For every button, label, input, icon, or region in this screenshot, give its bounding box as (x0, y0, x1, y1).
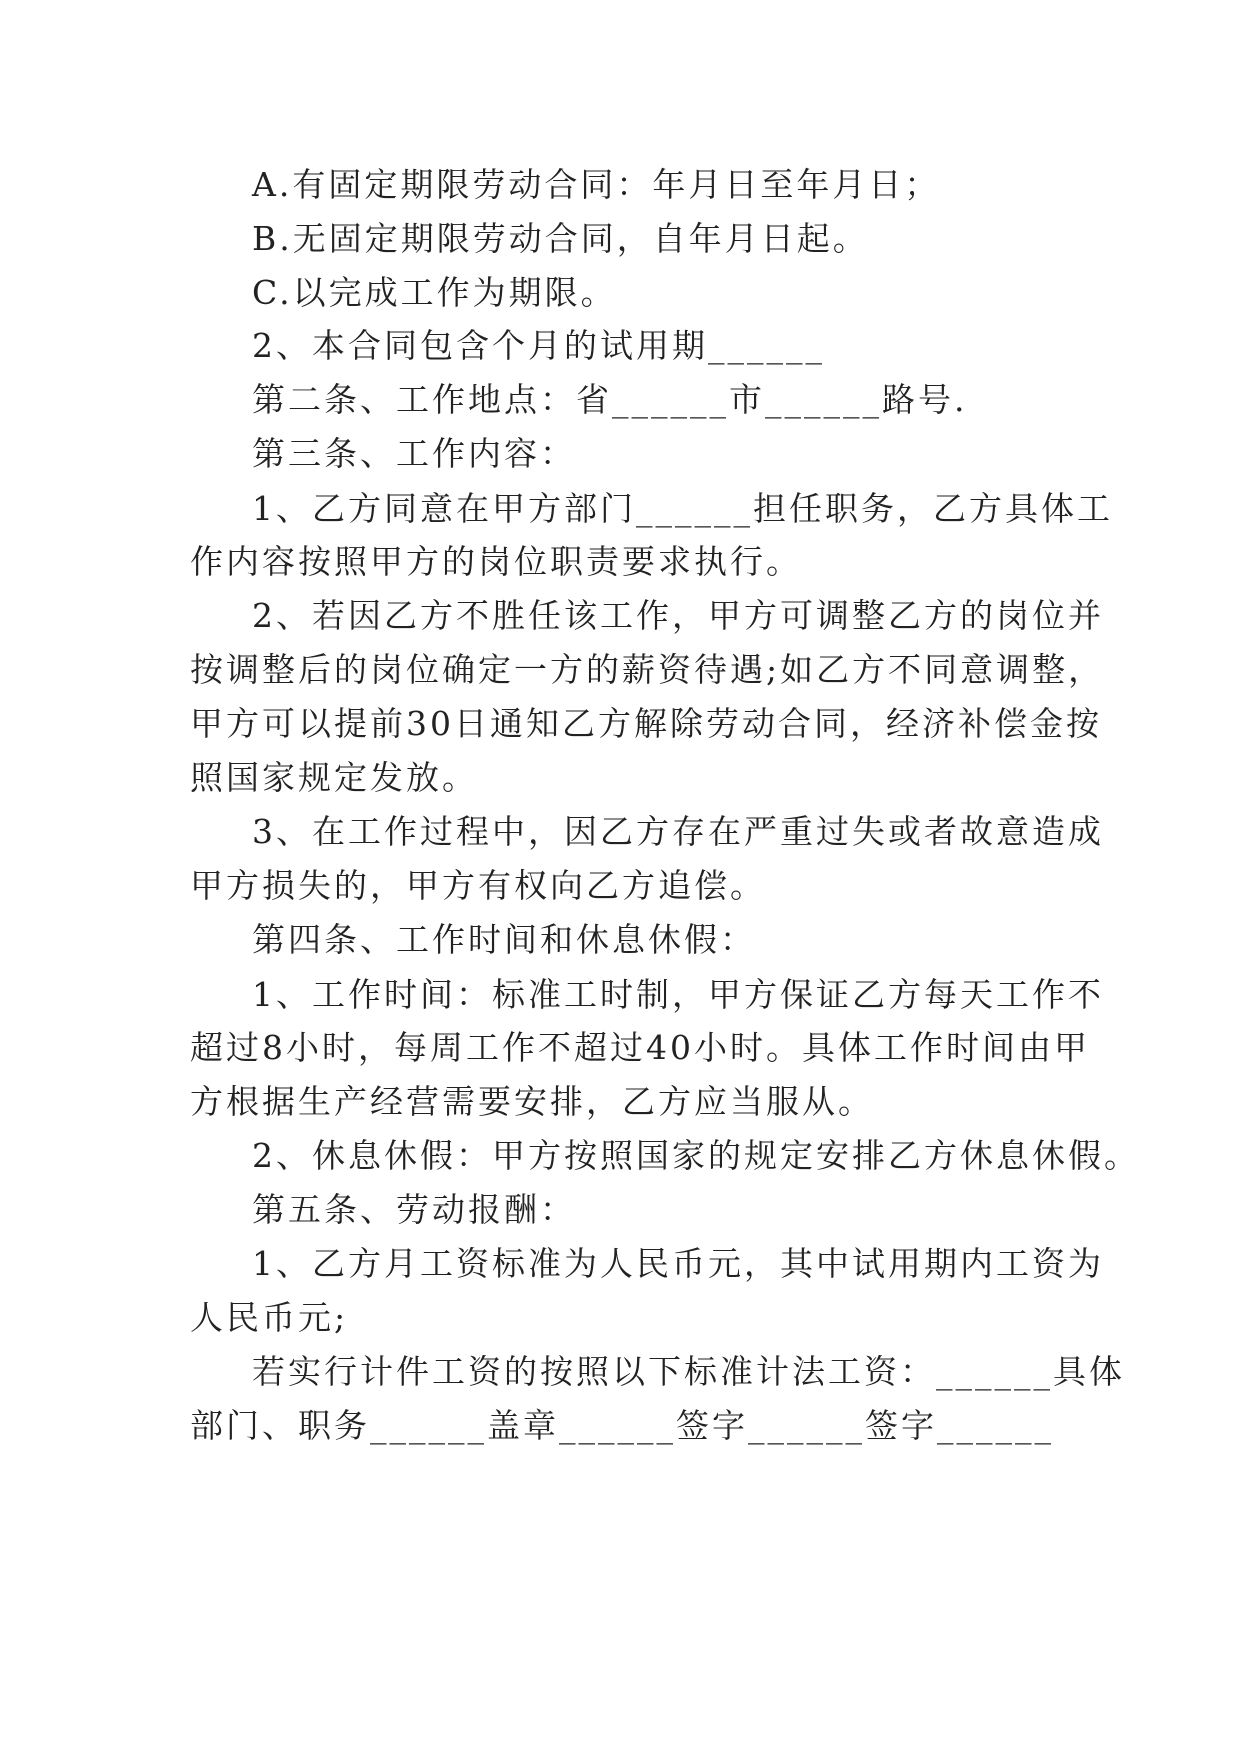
article-4-clause-1-line-3: 方根据生产经营需要安排，乙方应当服从。 (190, 1082, 874, 1121)
article-4-heading: 第四条、工作时间和休息休假： (252, 920, 756, 959)
article-3-clause-2-line-3: 甲方可以提前30日通知乙方解除劳动合同，经济补偿金按 (190, 704, 1102, 743)
article-3-heading: 第三条、工作内容： (252, 434, 576, 473)
probation-period-line: 2、本合同包含个月的试用期______ (252, 326, 825, 365)
piecework-wage-line-1: 若实行计件工资的按照以下标准计法工资：______具体 (252, 1352, 1125, 1391)
article-3-clause-1-line-2: 作内容按照甲方的岗位职责要求执行。 (190, 542, 802, 581)
contract-term-option-c: C.以完成工作为期限。 (252, 273, 617, 312)
contract-term-option-a: A.有固定期限劳动合同：年月日至年月日； (252, 165, 941, 204)
article-4-clause-1-line-1: 1、工作时间：标准工时制，甲方保证乙方每天工作不 (252, 975, 1104, 1014)
article-3-clause-1-line-1: 1、乙方同意在甲方部门______担任职务，乙方具体工 (252, 489, 1113, 528)
article-3-clause-2-line-2: 按调整后的岗位确定一方的薪资待遇;如乙方不同意调整， (190, 650, 1105, 689)
article-4-clause-1-line-2: 超过8小时，每周工作不超过40小时。具体工作时间由甲 (190, 1028, 1090, 1067)
article-3-clause-3-line-2: 甲方损失的，甲方有权向乙方追偿。 (190, 866, 766, 905)
article-5-clause-1-line-2: 人民币元; (190, 1298, 349, 1337)
article-3-clause-3-line-1: 3、在工作过程中，因乙方存在严重过失或者故意造成 (252, 812, 1104, 851)
article-5-clause-1-line-1: 1、乙方月工资标准为人民币元，其中试用期内工资为 (252, 1244, 1104, 1283)
article-5-heading: 第五条、劳动报酬： (252, 1190, 576, 1229)
article-4-clause-2: 2、休息休假：甲方按照国家的规定安排乙方休息休假。 (252, 1136, 1140, 1175)
article-3-clause-2-line-1: 2、若因乙方不胜任该工作，甲方可调整乙方的岗位并 (252, 596, 1104, 635)
article-2-work-location: 第二条、工作地点：省______市______路号. (252, 380, 968, 419)
article-3-clause-2-line-4: 照国家规定发放。 (190, 758, 478, 797)
piecework-wage-line-2: 部门、职务______盖章______签字______签字______ (190, 1406, 1054, 1445)
contract-term-option-b: B.无固定期限劳动合同，自年月日起。 (252, 219, 869, 258)
